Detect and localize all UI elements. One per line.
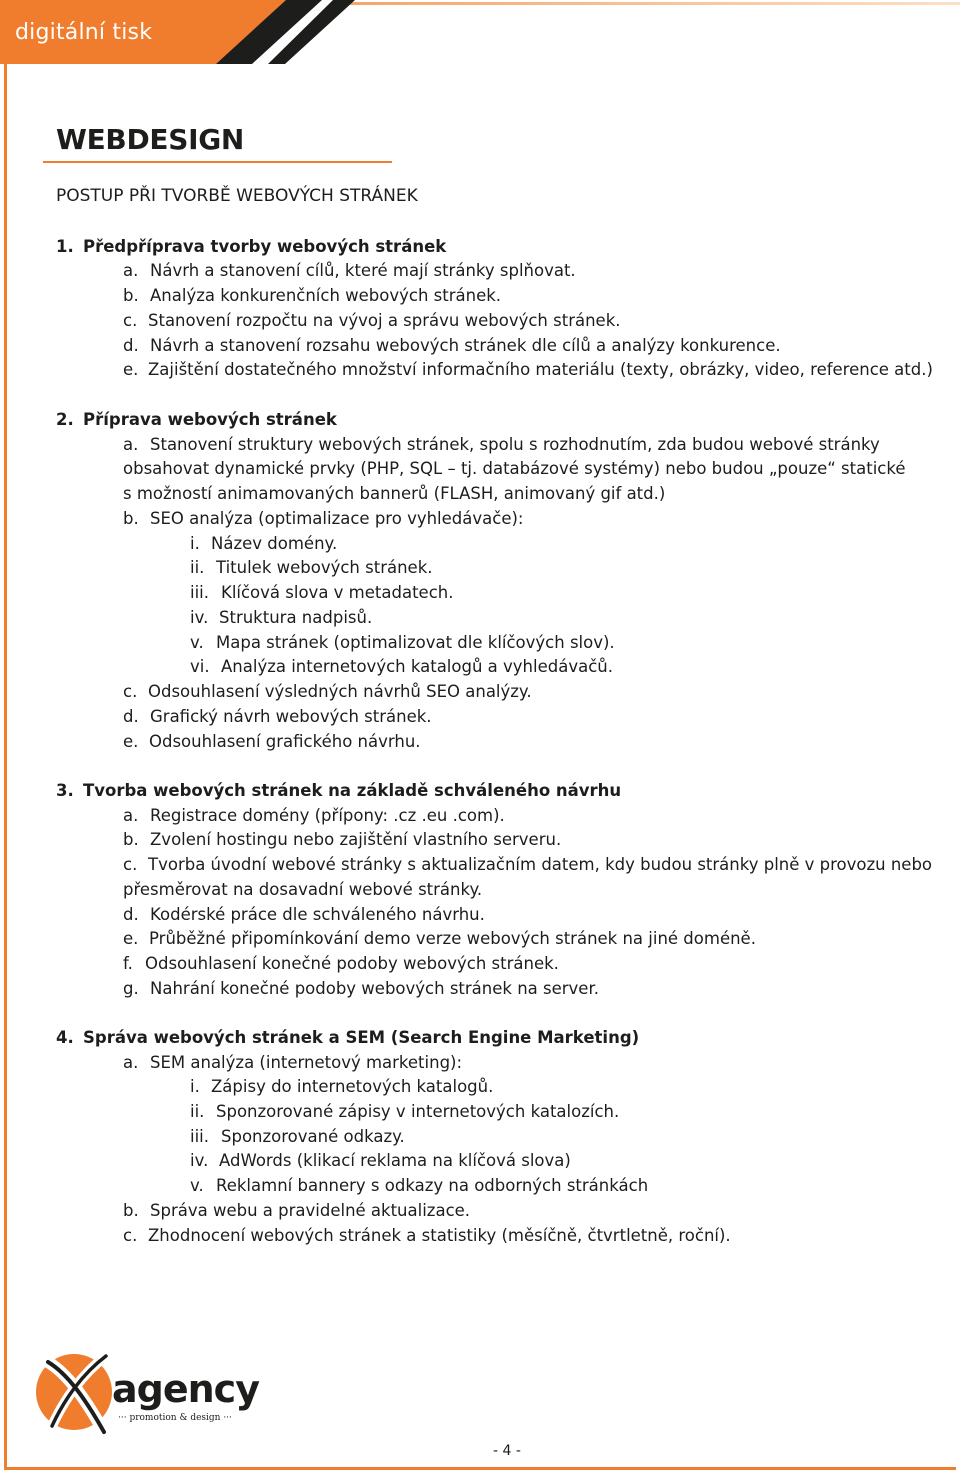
- list-item: a. Registrace domény (přípony: .cz .eu .com).: [123, 806, 505, 825]
- sub-list-item: i. Název domény.: [190, 534, 338, 553]
- list-item: b. SEO analýza (optimalizace pro vyhledávače):: [123, 509, 524, 528]
- title-underline: [43, 161, 392, 163]
- sub-list-item: iv. AdWords (klikací reklama na klíčová slova): [190, 1151, 571, 1170]
- x-swoosh-logo-icon: [34, 1344, 259, 1444]
- list-item: c. Zhodnocení webových stránek a statistiky (měsíčně, čtvrtletně, roční).: [123, 1226, 731, 1245]
- list-item-continuation: s možností animamovaných bannerů (FLASH, animovaný gif atd.): [123, 484, 666, 503]
- section-4-heading: 4. Správa webových stránek a SEM (Search Engine Marketing): [56, 1028, 640, 1047]
- page-subtitle: POSTUP PŘI TVORBĚ WEBOVÝCH STRÁNEK: [56, 186, 418, 206]
- list-item: e. Odsouhlasení grafického návrhu.: [123, 732, 421, 751]
- list-item: d. Grafický návrh webových stránek.: [123, 707, 432, 726]
- sub-list-item: iv. Struktura nadpisů.: [190, 608, 373, 627]
- frame-left-border: [4, 62, 7, 1470]
- list-item: c. Stanovení rozpočtu na vývoj a správu webových stránek.: [123, 311, 621, 330]
- logo-tagline: ··· promotion & design ···: [118, 1413, 232, 1423]
- sub-list-item: iii. Sponzorované odkazy.: [190, 1127, 405, 1146]
- section-1-heading: 1. Předpříprava tvorby webových stránek: [56, 237, 447, 256]
- sub-list-item: vi. Analýza internetových katalogů a vyhledávačů.: [190, 657, 613, 676]
- logo-brand-text: agency: [112, 1367, 259, 1411]
- list-item: b. Zvolení hostingu nebo zajištění vlastního serveru.: [123, 830, 562, 849]
- sub-list-item: v. Mapa stránek (optimalizovat dle klíčových slov).: [190, 633, 615, 652]
- list-item: c. Tvorba úvodní webové stránky s aktualizačním datem, kdy budou stránky plně v provozu nebo: [123, 855, 933, 874]
- sub-list-item: ii. Sponzorované zápisy v internetových katalozích.: [190, 1102, 620, 1121]
- list-item: e. Zajištění dostatečného množství informačního materiálu (texty, obrázky, video, reference atd.): [123, 360, 933, 379]
- sub-list-item: i. Zápisy do internetových katalogů.: [190, 1077, 494, 1096]
- list-item: b. Analýza konkurenčních webových stránek.: [123, 286, 502, 305]
- sub-list-item: v. Reklamní bannery s odkazy na odborných stránkách: [190, 1176, 649, 1195]
- list-item: f. Odsouhlasení konečné podoby webových stránek.: [123, 954, 559, 973]
- list-item: b. Správa webu a pravidelné aktualizace.: [123, 1201, 471, 1220]
- sub-list-item: iii. Klíčová slova v metadatech.: [190, 583, 454, 602]
- banner-title: digitální tisk: [15, 20, 153, 45]
- list-item: e. Průběžné připomínkování demo verze webových stránek na jiné doméně.: [123, 929, 756, 948]
- list-item: d. Návrh a stanovení rozsahu webových stránek dle cílů a analýzy konkurence.: [123, 336, 781, 355]
- list-item: d. Kodérské práce dle schváleného návrhu.: [123, 905, 485, 924]
- list-item-continuation: přesměrovat na dosavadní webové stránky.: [123, 880, 483, 899]
- list-item: a. Stanovení struktury webových stránek, spolu s rozhodnutím, zda budou webové stránky: [123, 435, 880, 454]
- section-3-heading: 3. Tvorba webových stránek na základě schváleného návrhu: [56, 781, 622, 800]
- list-item-continuation: obsahovat dynamické prvky (PHP, SQL – tj. databázové systémy) nebo budou „pouze“ statické: [123, 459, 906, 478]
- list-item: g. Nahrání konečné podoby webových stránek na server.: [123, 979, 599, 998]
- page-number: - 4 -: [493, 1443, 521, 1459]
- list-item: c. Odsouhlasení výsledných návrhů SEO analýzy.: [123, 682, 532, 701]
- header-banner: [0, 0, 960, 66]
- list-item: a. Návrh a stanovení cílů, které mají stránky splňovat.: [123, 261, 576, 280]
- frame-bottom-border: [4, 1467, 956, 1470]
- list-item: a. SEM analýza (internetový marketing):: [123, 1053, 463, 1072]
- page-title: WEBDESIGN: [56, 123, 245, 156]
- section-2-heading: 2. Příprava webových stránek: [56, 410, 337, 429]
- agency-logo: [34, 1344, 259, 1444]
- sub-list-item: ii. Titulek webových stránek.: [190, 558, 433, 577]
